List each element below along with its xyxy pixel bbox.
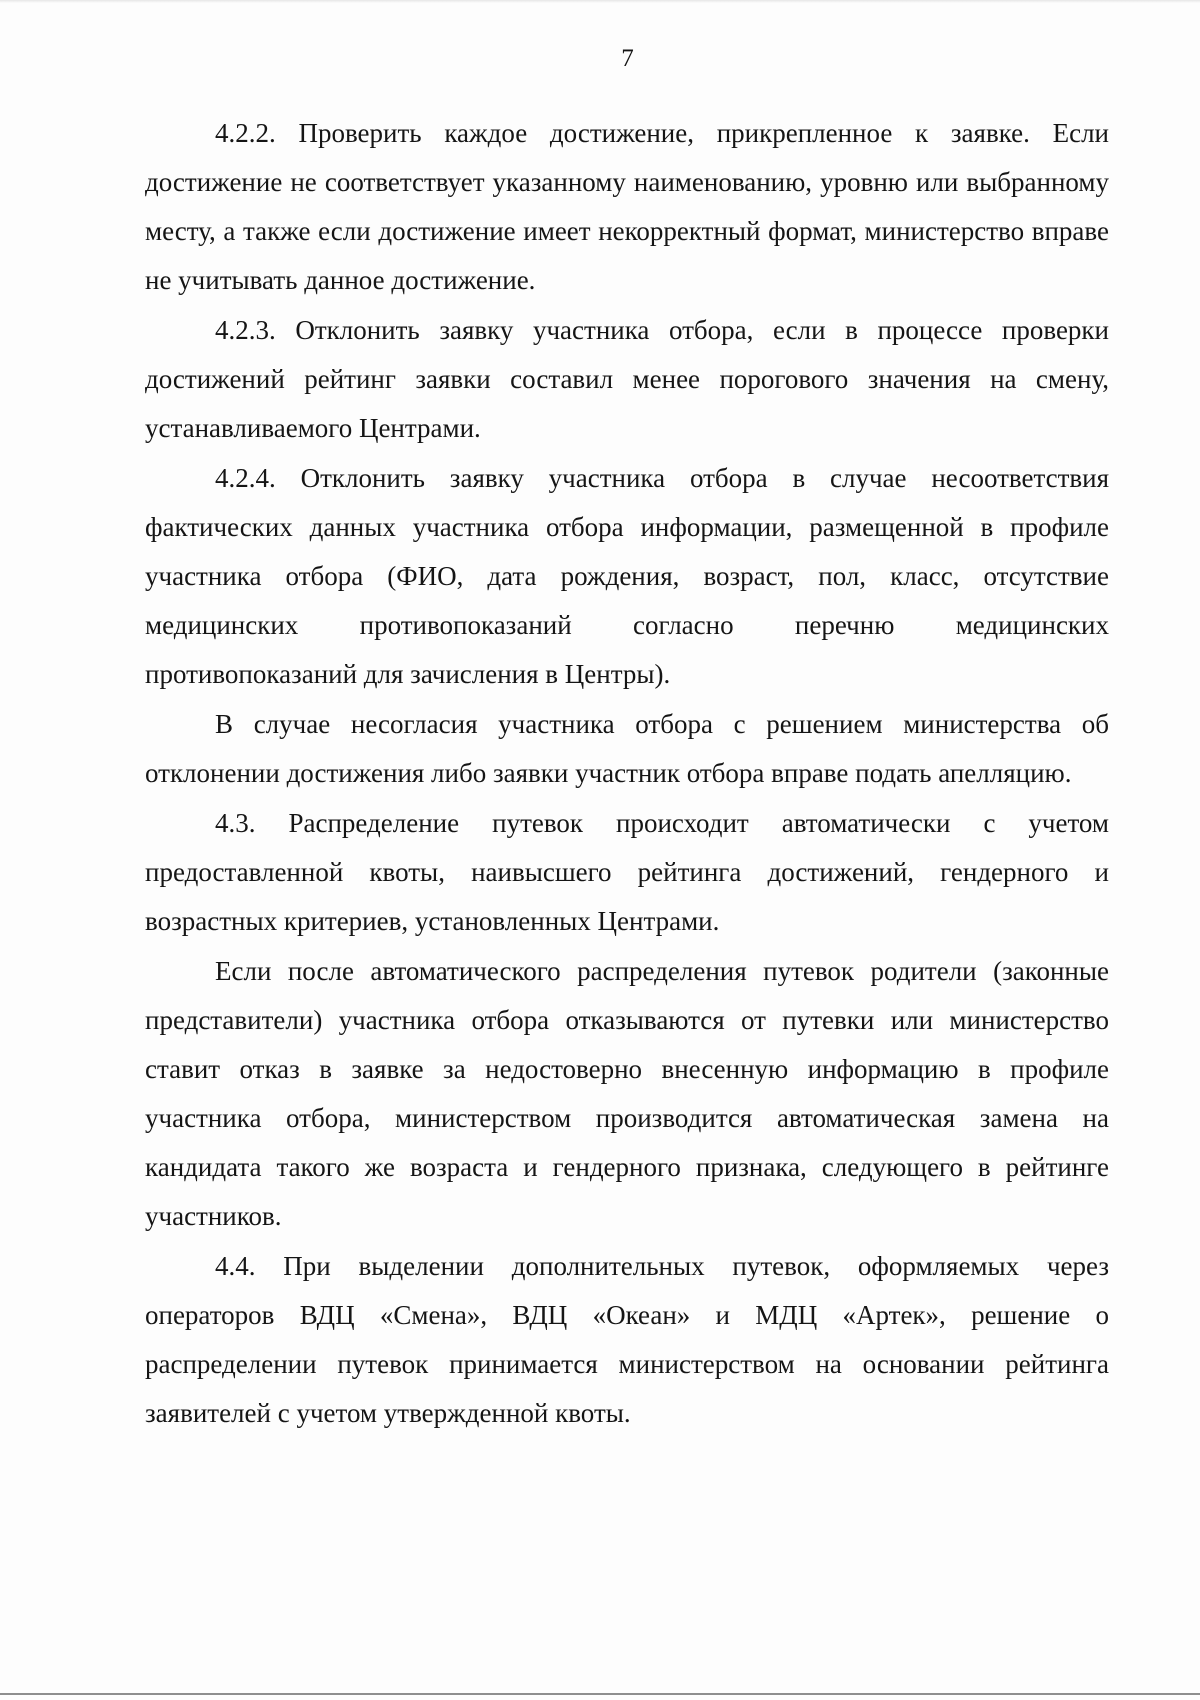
scan-edge-top — [0, 0, 1200, 3]
paragraph-4-2-4: 4.2.4. Отклонить заявку участника отбора в случае несоответствия фактических данных участника отбора информации, размещенной в профиле участника отбора (ФИО, дата рождения, возраст, пол, класс, отсутствие медицинских противопоказаний согласно перечню медицинских противопоказаний для зачисления в Центры). — [145, 463, 1109, 689]
document-body — [145, 109, 1109, 1439]
scan-edge-bottom — [0, 1693, 1200, 1695]
paragraph-appeal: В случае несогласия участника отбора с решением министерства об отклонении достижения либо заявки участник отбора вправе подать апелляцию. — [145, 709, 1109, 788]
paragraph-4-2-3: 4.2.3. Отклонить заявку участника отбора, если в процессе проверки достижений рейтинг заявки составил менее порогового значения на смену, устанавливаемого Центрами. — [145, 315, 1109, 443]
paragraph-replacement: Если после автоматического распределения путевок родители (законные представители) участника отбора отказываются от путевки или министерство ставит отказ в заявке за недостоверно внесенную информацию в профиле участника отбора, министерством производится автоматическая замена на кандидата такого же возраста и гендерного признака, следующего в рейтинге участников. — [145, 956, 1109, 1231]
page-number: 7 — [621, 45, 634, 72]
paragraph-4-3: 4.3. Распределение путевок происходит автоматически с учетом предоставленной квоты, наивысшего рейтинга достижений, гендерного и возрастных критериев, установленных Центрами. — [145, 808, 1109, 936]
paragraph-4-4: 4.4. При выделении дополнительных путевок, оформляемых через операторов ВДЦ «Смена», ВДЦ «Океан» и МДЦ «Артек», решение о распределении путевок принимается министерством на основании рейтинга заявителей с учетом утвержденной квоты. — [145, 1251, 1109, 1428]
paragraph-4-2-2: 4.2.2. Проверить каждое достижение, прикрепленное к заявке. Если достижение не соответствует указанному наименованию, уровню или выбранному месту, а также если достижение имеет некорректный формат, министерство вправе не учитывать данное достижение. — [145, 118, 1109, 295]
